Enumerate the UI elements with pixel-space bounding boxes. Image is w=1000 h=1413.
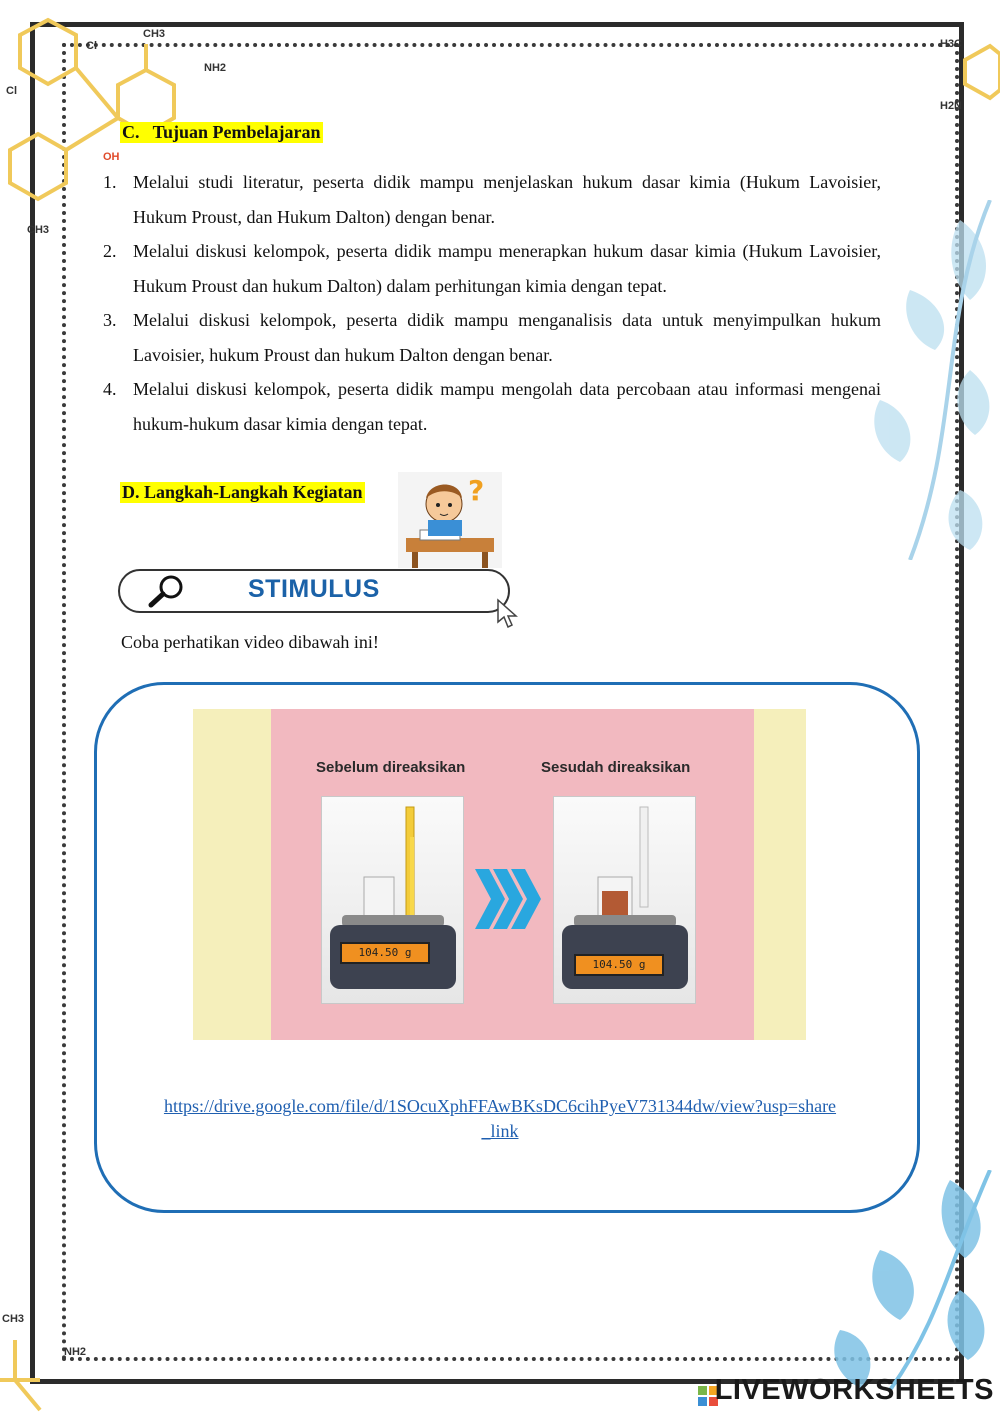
cursor-pointer-icon [496,598,518,630]
photo-before-reaction [321,796,464,1004]
balance-before-illustration [322,797,463,1003]
section-c-heading: C. Tujuan Pembelajaran [122,122,321,142]
caption-after-reaction: Sesudah direaksikan [541,759,691,776]
list-item-text: Melalui diskusi kelompok, peserta didik mampu mengolah data percobaan atau informasi mengenai hukum-hukum dasar kimia dengan tepat. [133,379,881,434]
video-link[interactable] [110,1094,890,1144]
svg-text:?: ? [468,474,485,507]
chem-label-h3c-right: H3C [940,38,963,50]
stimulus-instruction: Coba perhatikan video dibawah ini! [121,632,379,652]
list-item [103,372,881,441]
list-item-number: 4. [103,379,117,399]
photo-after-reaction [553,796,696,1004]
chem-label-ch3-left: CH3 [27,224,50,236]
list-item [103,303,881,372]
liveworksheets-watermark: LIVEWORKSHEETS [714,1374,994,1406]
list-item-text: Melalui diskusi kelompok, peserta didik mampu menganalisis data untuk menyimpulkan hukum Lavoisier, hukum Proust dan hukum Dalton dengan benar. [133,310,881,365]
stimulus-label: STIMULUS [248,575,380,603]
section-d-heading: D. Langkah-Langkah Kegiatan [122,482,363,502]
video-link-line1[interactable]: https://drive.google.com/file/d/1SOcuXphFFAwBKsDC6cihPyeV731344dw/view?usp=share [163,1096,837,1116]
video-thumbnail[interactable] [193,709,806,1040]
learning-objectives-list [103,165,881,441]
scale-display-before: 104.50 g [340,942,430,964]
list-item-number: 3. [103,310,117,330]
list-item-number: 1. [103,172,117,192]
list-item-text: Melalui studi literatur, peserta didik mampu menjelaskan hukum dasar kimia (Hukum Lavoisier, Hukum Proust, dan Hukum Dalton) dengan benar. [133,172,881,227]
chemical-structure-decoration-bottom-left [0,1320,80,1413]
video-side-bar-left [193,709,271,1040]
magnifier-icon [146,573,188,609]
list-item [103,234,881,303]
list-item-text: Melalui diskusi kelompok, peserta didik mampu menerapkan hukum dasar kimia (Hukum Lavoisier, Hukum Proust dan hukum Dalton) dalam perhitungan kimia dengan tepat. [133,241,881,296]
chem-label-h2n-right: H2N [940,100,963,112]
video-side-bar-right [754,709,806,1040]
caption-before-reaction: Sebelum direaksikan [316,759,466,776]
chem-label-oh: OH [103,151,120,163]
thinking-student-illustration [398,472,502,568]
chemical-structure-decoration-right [955,30,1000,140]
chem-label-ch3-bottom: CH3 [2,1313,25,1325]
chem-label-cl-left: Cl [6,85,17,97]
chem-label-ch3-top: CH3 [143,28,166,40]
chem-label-nh2: NH2 [204,62,227,74]
list-item-number: 2. [103,241,117,261]
chem-label-cl-top: Cl [86,40,97,52]
scale-display-after: 104.50 g [574,954,664,976]
chem-label-nh2-bottom: NH2 [64,1346,87,1358]
arrow-right-icon [475,869,541,929]
list-item [103,165,881,234]
video-link-line2[interactable]: _link [481,1121,519,1141]
